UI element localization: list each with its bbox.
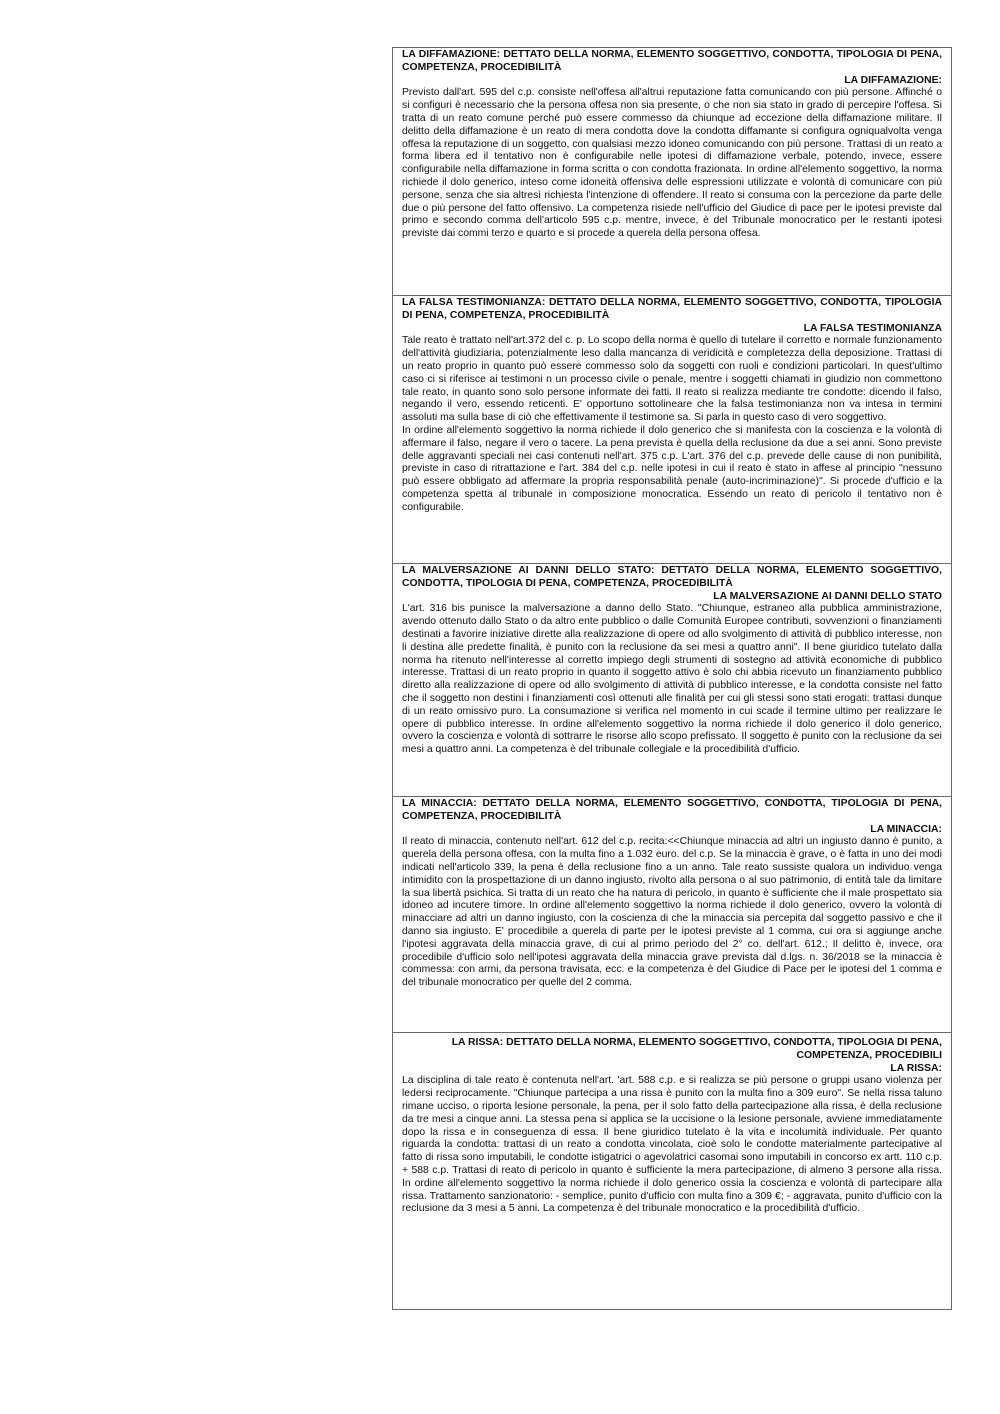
section-minaccia [393,797,951,1033]
section-paragraph: In ordine all'elemento soggettivo la norma richiede il dolo generico che si manifesta con la coscienza e la volontà di affermare il falso, negare il vero o tacere. La pena prevista è quella della reclusione da due a sei anni. Sono previste delle aggravanti speciali nei casi contenuti nell'art. 375 c.p. L'art. 376 del c.p. prevede delle cause di non punibilità, previste in caso di ritrattazione e l'art. 384 del c.p. nelle ipotesi in cui il reato è stato in affese al principio "nessuno può essere obbligato ad affermare la propria responsabilità penale (auto-incriminazione)". Si procede d'ufficio e la competenza spetta al tribunale in composizione monocratica. Essendo un reato di pericolo il tentativo non è configurabile. [402,424,942,513]
section-paragraph: Tale reato è trattato nell'art.372 del c. p. Lo scopo della norma è quello di tutelare il corretto e normale funzionamento dell'attività giudiziaria, potenzialmente leso dalla mancanza di veridicità e completezza della deposizione. Trattasi di un reato proprio in quanto può essere commesso solo da soggetti con ruoli e condizioni particolari. In quest'ultimo caso ci si riferisce ai testimoni n un processo civile o penale, mentre i soggetti chiamati in giudizio non commettono tale reato, in quanto sono solo persone informate dei fatti. Il reato si realizza mediante tre condotte: dicendo il falso, negando il vero, essendo reticenti. E' opportuno sottolineare che la falsa testimonianza non va intesa in termini assoluti ma sulla base di ciò che effettivamente il testimone sa. Si parla in questo caso di vero soggettivo. [402,335,942,424]
section-subtitle: LA DIFFAMAZIONE: [844,74,942,86]
section-subtitle: LA FALSA TESTIMONIANZA [803,322,942,334]
section-heading: LA DIFFAMAZIONE: DETTATO DELLA NORMA, ELEMENTO SOGGETTIVO, CONDOTTA, TIPOLOGIA DI PENA, COMPETENZA, PROCEDIBILITÀ [402,49,942,73]
section-rissa [393,1033,951,1309]
section-malversazione [393,564,951,797]
section-subtitle: LA MINACCIA: [870,823,942,835]
section-subtitle: LA MALVERSAZIONE AI DANNI DELLO STATO [713,590,942,602]
section-heading: LA RISSA: DETTATO DELLA NORMA, ELEMENTO SOGGETTIVO, CONDOTTA, TIPOLOGIA DI PENA, COMPETENZA, PROCEDIBILI [451,1037,942,1061]
section-paragraph: Previsto dall'art. 595 del c.p. consiste nell'offesa all'altrui reputazione fatta comunicando con più persone. Affinché o si configuri è necessario che la persona offesa non sia presente, o che non sia stato in grado di percepire l'offesa. Si tratta di un reato comune perché può essere commesso da chiunque ad eccezione della diffamazione militare. Il delitto della diffamazione è un reato di mera condotta dove la condotta diffamante si configura ogniqualvolta venga offesa la reputazione di un soggetto, con qualsiasi mezzo idoneo comunicando con più persone. Trattasi di un reato a forma libera ed il tentativo non è configurabile nelle ipotesi di diffamazione verbale, potendo, invece, essere configurabile nella diffamazione in forma scritta o con condotta frazionata. In ordine all'elemento soggettivo, la norma richiede il dolo generico, inteso come idoneità offensiva delle espressioni utilizzate e volontà di comunicare con più persone, senza che sia altresì richiesta l'intenzione di offendere. Il reato si consuma con la percezione da parte delle due o più persone del fatto offensivo. La competenza risiede nell'ufficio del Giudice di pace per le ipotesi previste dal primo e secondo comma dell'articolo 595 c.p. mentre, invece, è del Tribunale monocratico per le restanti ipotesi previste dai commi terzo e quarto e si procede a querela della persona offesa. [402,87,942,240]
section-paragraph: L'art. 316 bis punisce la malversazione a danno dello Stato. "Chiunque, estraneo alla pubblica amministrazione, avendo ottenuto dallo Stato o da altro ente pubblico o dalle Comunità Europee contributi, sovvenzioni o finanziamenti destinati a favorire iniziative dirette alla realizzazione di opere od allo svolgimento di attività di pubblico interesse, non li destina alle predette finalità, è punito con la reclusione da sei mesi a quattro anni". Il bene giuridico tutelato dalla norma ha ritenuto nell'interesse al corretto impiego degli strumenti di sostegno ad attività economiche di pubblico interesse. Trattasi di un reato proprio in quanto il soggetto attivo è solo chi abbia ricevuto un finanziamento pubblico diretto alla realizzazione di opere od allo svolgimento di attività di pubblico interesse, e la condotta consiste nel fatto che il soggetto non destini i finanziamenti così ottenuti alle finalità per cui gli stessi sono stati erogati: trattasi dunque di un reato omissivo puro. La consumazione si verifica nel momento in cui scade il termine ultimo per realizzare le opere di pubblico interesse. In ordine all'elemento soggettivo la norma richiede il dolo generico il dolo generico, ovvero la coscienza e volontà di sottrarre le risorse allo scopo prefissato. Il soggetto è punito con la reclusione da sei mesi a quattro anni. La competenza è del tribunale collegiale e la procedibilità d'ufficio. [402,603,942,756]
section-paragraph: La disciplina di tale reato è contenuta nell'art. 'art. 588 c.p. e si realizza se più persone o gruppi usano violenza per ledersi reciprocamente. "Chiunque partecipa a una rissa è punito con la multa fino a 309 euro". Se nella rissa taluno rimane ucciso, o riporta lesione personale, la pena, per il solo fatto della partecipazione alla rissa, è della reclusione da tre mesi a cinque anni. La stessa pena si applica se la uccisione o la lesione personale, avviene immediatamente dopo la rissa e in conseguenza di essa. Il bene giuridico tutelato è la vita e incolumità individuale. Per quanto riguarda la condotta: trattasi di un reato a condotta vincolata, cioè solo le condotte materialmente partecipative al fatto di rissa sono imputabili, le condotte istigatrici o agevolatrici casomai sono imputabili in concorso ex artt. 110 c.p. + 588 c.p. Trattasi di reato di pericolo in quanto è sufficiente la mera partecipazione, di almeno 3 persone alla rissa. In ordine all'elemento soggettivo la norma richiede il dolo generico ossia la coscienza e volontà di partecipare alla rissa. Trattamento sanzionatorio: - semplice, punito d'ufficio con multa fino a 309 €; - aggravata, punito d'ufficio con la reclusione da 3 mesi a 5 anni. La competenza è del tribunale monocratico e la procedibilità d'ufficio. [402,1075,942,1215]
section-heading: LA MALVERSAZIONE AI DANNI DELLO STATO: DETTATO DELLA NORMA, ELEMENTO SOGGETTIVO, CONDOTTA, TIPOLOGIA DI PENA, COMPETENZA, PROCEDIBILITÀ [402,565,942,589]
section-diffamazione [393,48,951,296]
section-heading: LA MINACCIA: DETTATO DELLA NORMA, ELEMENTO SOGGETTIVO, CONDOTTA, TIPOLOGIA DI PENA, COMPETENZA, PROCEDIBILITÀ [402,798,942,822]
section-subtitle: LA RISSA: [890,1062,942,1074]
section-heading: LA FALSA TESTIMONIANZA: DETTATO DELLA NORMA, ELEMENTO SOGGETTIVO, CONDOTTA, TIPOLOGIA DI PENA, COMPETENZA, PROCEDIBILITÀ [402,297,942,321]
section-paragraph: Il reato di minaccia, contenuto nell'art. 612 del c.p. recita:<<Chiunque minaccia ad altri un ingiusto danno è punito, a querela della persona offesa, con la multa fino a 1.032 euro. del c.p. Se la minaccia è grave, o è fatta in uno dei modi indicati nell'articolo 339, la pena è della reclusione fino a un anno. Tale reato sussiste qualora un individuo venga intimidito con la prospettazione di un danno ingiusto, rivolto alla persona o al suo patrimonio, di entità tale da limitare la sua libertà psichica. Si tratta di un reato che ha natura di pericolo, in quanto è sufficiente che il male prospettato sia idoneo ad incutere timore. In ordine all'elemento soggettivo la norma richiede il dolo generico, ovvero la volontà di minacciare ad altri un danno ingiusto, con la coscienza di che la minaccia sia percepita dal soggetto passivo e che il danno sia ingiusto. E' procedibile a querela di parte per le ipotesi previste al 1 comma, cui ora si aggiunge anche l'ipotesi aggravata della minaccia grave, di cui al primo periodo del 2° co. dell'art. 612.; Il delitto è, invece, ora procedibile d'ufficio solo nell'ipotesi aggravata della minaccia grave prevista dal d.lgs. n. 36/2018 se la minaccia è commessa: con armi, da persona travisata, ecc. e la competenza è del Giudice di Pace per le ipotesi del 1 comma e del tribunale monocratico per quelle del 2 comma. [402,836,942,989]
document-table [392,47,952,1310]
section-falsa-testimonianza [393,296,951,564]
